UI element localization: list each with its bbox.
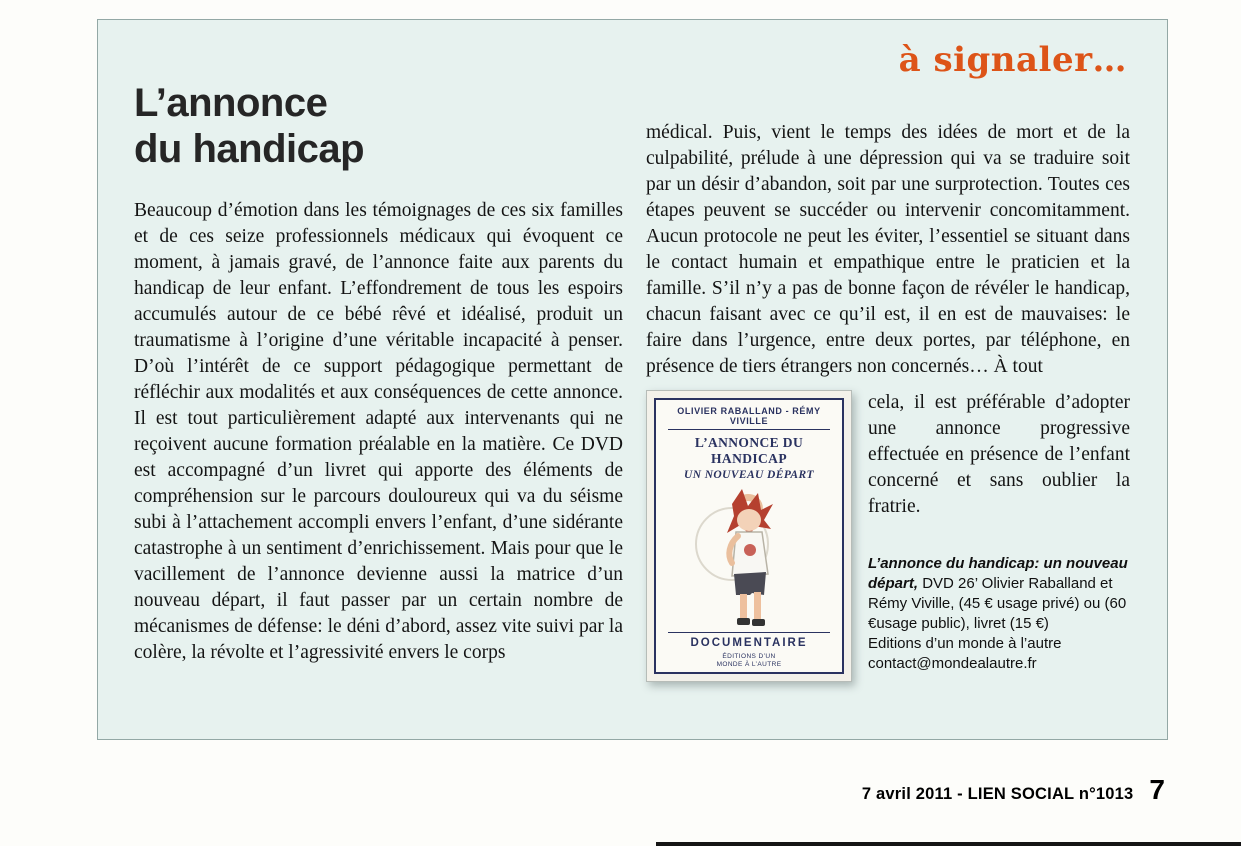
article-body-right-top: médical. Puis, vient le temps des idées de mort et de la culpabilité, prélude à une dépression qui va se traduire soit par un désir d’abandon, soit par une surprotection. Toutes ces étapes peuvent se succéder ou intervenir concomitamment. Aucun protocole ne peut les éviter, l’essentiel se situant dans le contact humain et empathique entre le praticien et la famille. S’il n’y a pas de bonne façon de révéler le handicap, chacun faisant avec ce qu’il est, il en est de mauvaises: le faire dans l’urgence, entre deux portes, par téléphone, en présence de tiers étrangers non concernés… À tout [646, 122, 1130, 377]
caption-publisher: Editions d’un monde à l’autre [868, 635, 1062, 652]
dvd-section [646, 390, 1130, 674]
article-body-left: Beaucoup d’émotion dans les témoignages de ces six familles et de ces seize professionnels médicaux qui évoquent ce moment, à jamais gravé, de l’annonce faite aux parents du handicap de leur enfant. L’effondrement de tous les espoirs accumulés autour de ce bébé rêvé et idéalisé, produit un traumatisme à l’origine d’une véritable incapacité à penser. D’où l’intérêt de ce support pédagogique permettant de réfléchir aux modalités et aux conséquences de cette annonce. Il est tout particulièrement adapté aux intervenants qui ne reçoivent aucune formation préalable en la matière. Ce DVD est accompagné d’un livret qui apporte des éléments de compréhension sur le parcours douloureux qui va du séisme subi à l’attachement accompli envers l’enfant, d’une sidérante catastrophe à un sentiment d’enrichissement. Mais pour que le vacillement de l’annonce devienne aussi la matrice d’un nouveau départ, il faut passer par un certain nombre de mécanismes de défense: le déni d’abord, assez vite suivi par la colère, la révolte et l’agressivité envers le corps [134, 200, 623, 663]
page-number: 7 [1149, 774, 1165, 805]
dvd-cover-authors: OLIVIER RABALLAND - RÉMY VIVILLE [668, 406, 830, 430]
caption-email: contact@mondealautre.fr [868, 655, 1037, 672]
dvd-cover-title: L’ANNONCE DU HANDICAP [694, 435, 804, 466]
dvd-cover-frame [654, 398, 844, 674]
article-panel [97, 19, 1168, 740]
article-left-column [134, 80, 623, 666]
caption-credits: DVD 26’ Olivier Raballand et Rémy Viville, (45 € usage privé) ou (60 €usage public), livret (15 €) [868, 575, 1127, 632]
dvd-cover-illustration [661, 481, 837, 632]
article-body-right-beside-cover: cela, il est préférable d’adopter une annonce progressive effectuée en présence de l’enfant concerné et sans oublier la fratrie. [868, 392, 1130, 517]
scan-edge-artifact [656, 842, 1241, 846]
issue-line: 7 avril 2011 - LIEN SOCIAL n°1013 [861, 785, 1134, 803]
article-title-line2: du handicap [134, 127, 365, 171]
caption-title: L’annonce du handicap: un nouveau départ, [868, 555, 1128, 592]
article-right-column [646, 120, 1130, 686]
article-title [134, 80, 623, 172]
manga-girl-illustration [691, 482, 807, 632]
dvd-cover [646, 390, 852, 682]
dvd-cover-subtitle: UN NOUVEAU DÉPART [684, 469, 814, 481]
section-label: à signaler… [898, 40, 1127, 80]
page-footer [862, 774, 1165, 806]
article-title-line1: L’annonce [134, 81, 328, 125]
dvd-cover-publisher: ÉDITIONS D’UN MONDE À L’AUTRE [716, 653, 782, 668]
dvd-cover-genre: DOCUMENTAIRE [668, 632, 830, 649]
